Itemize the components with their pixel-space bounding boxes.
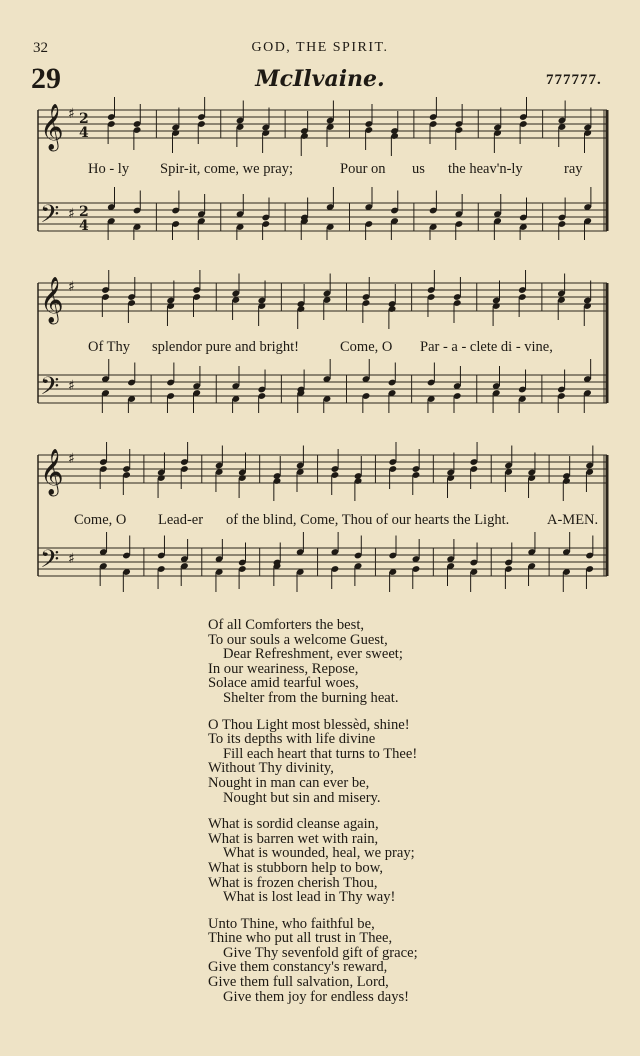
- verse-line: Nought in man can ever be,: [208, 774, 370, 791]
- verse-line: To our souls a welcome Guest,: [208, 631, 388, 648]
- verse-line: In our weariness, Repose,: [208, 660, 359, 677]
- verse-line: Unto Thine, who faithful be,: [208, 915, 375, 932]
- lyric: Of Thy: [88, 339, 131, 355]
- bass-clef-icon: 𝄢: [40, 372, 60, 407]
- verse-line: Fill each heart that turns to Thee!: [223, 745, 418, 762]
- hymn-number: 29: [31, 62, 61, 95]
- sharp-icon: ♯: [68, 279, 75, 295]
- lyric: Par - a - clete di - vine,: [420, 339, 553, 355]
- tune-name: McIlvaine.: [255, 66, 385, 92]
- sharp-icon: ♯: [68, 551, 75, 567]
- lyric: ray: [564, 161, 583, 177]
- time-signature: 4: [79, 125, 89, 141]
- time-signature: 2: [79, 204, 89, 220]
- verse-line: Solace amid tearful woes,: [208, 675, 359, 692]
- lyric: Come, O: [74, 512, 127, 528]
- stanza-1: [208, 618, 618, 706]
- stanza-2: [208, 718, 618, 806]
- lyrics-line-2: [0, 339, 640, 359]
- verse-line: Dear Refreshment, ever sweet;: [223, 646, 403, 663]
- stanza-4: [208, 917, 618, 1005]
- lyric: Lead-er: [158, 512, 204, 528]
- verse-line: O Thou Light most blessèd, shine!: [208, 716, 410, 733]
- treble-clef-icon: 𝄞: [40, 277, 64, 323]
- verse-line: To its depths with life divine: [208, 731, 376, 748]
- time-signature: 2: [79, 111, 89, 127]
- verse-line: Without Thy divinity,: [208, 760, 334, 777]
- treble-clef-icon: 𝄞: [40, 449, 64, 495]
- verse-line: What is wounded, heal, we pray;: [223, 845, 415, 862]
- lyric: Spir-it, come, we pray;: [160, 161, 293, 177]
- page-number: 32: [33, 40, 48, 56]
- verse-line: What is barren wet with rain,: [208, 830, 379, 847]
- verse-line: What is stubborn help to bow,: [208, 859, 383, 876]
- verse-line: Nought but sin and misery.: [223, 789, 381, 806]
- treble-clef-icon: 𝄞: [40, 104, 64, 150]
- lyric-amen: A-MEN.: [547, 512, 599, 528]
- lyric: Ho - ly: [88, 161, 130, 177]
- verse-line: Of all Comforters the best,: [208, 617, 365, 633]
- bass-clef-icon: 𝄢: [40, 545, 60, 580]
- verse-line: Give them full salvation, Lord,: [208, 974, 389, 991]
- lyric: Come, O: [340, 339, 393, 355]
- hymn-verses: [208, 618, 618, 1016]
- sharp-icon: ♯: [68, 206, 75, 222]
- verse-line: Give Thy sevenfold gift of grace;: [223, 944, 418, 961]
- sharp-icon: ♯: [68, 451, 75, 467]
- lyric: Pour on: [340, 161, 386, 177]
- verse-line: What is frozen cherish Thou,: [208, 874, 378, 891]
- lyric: us: [412, 161, 425, 177]
- verse-line: What is sordid cleanse again,: [208, 816, 379, 833]
- bass-clef-icon: 𝄢: [40, 200, 60, 235]
- sharp-icon: ♯: [68, 378, 75, 394]
- verse-line: Give them joy for endless days!: [223, 988, 410, 1005]
- meter: 777777.: [546, 72, 602, 88]
- running-head: GOD, THE SPIRIT.: [251, 40, 389, 55]
- time-signature: 4: [79, 218, 89, 234]
- verse-line: Thine who put all trust in Thee,: [208, 930, 393, 947]
- verse-line: Shelter from the burning heat.: [223, 689, 399, 706]
- lyrics-line-1: [0, 161, 640, 181]
- stanza-3: [208, 817, 618, 905]
- verse-line: What is lost lead in Thy way!: [223, 889, 396, 906]
- lyrics-line-3: [0, 512, 640, 532]
- lyric: of the blind, Come, Thou of our hearts the Light.: [226, 512, 510, 528]
- verse-line: Give them constancy's reward,: [208, 959, 388, 976]
- lyric: the heav'n-ly: [448, 161, 523, 177]
- sharp-icon: ♯: [68, 106, 75, 122]
- lyric: splendor pure and bright!: [152, 339, 299, 355]
